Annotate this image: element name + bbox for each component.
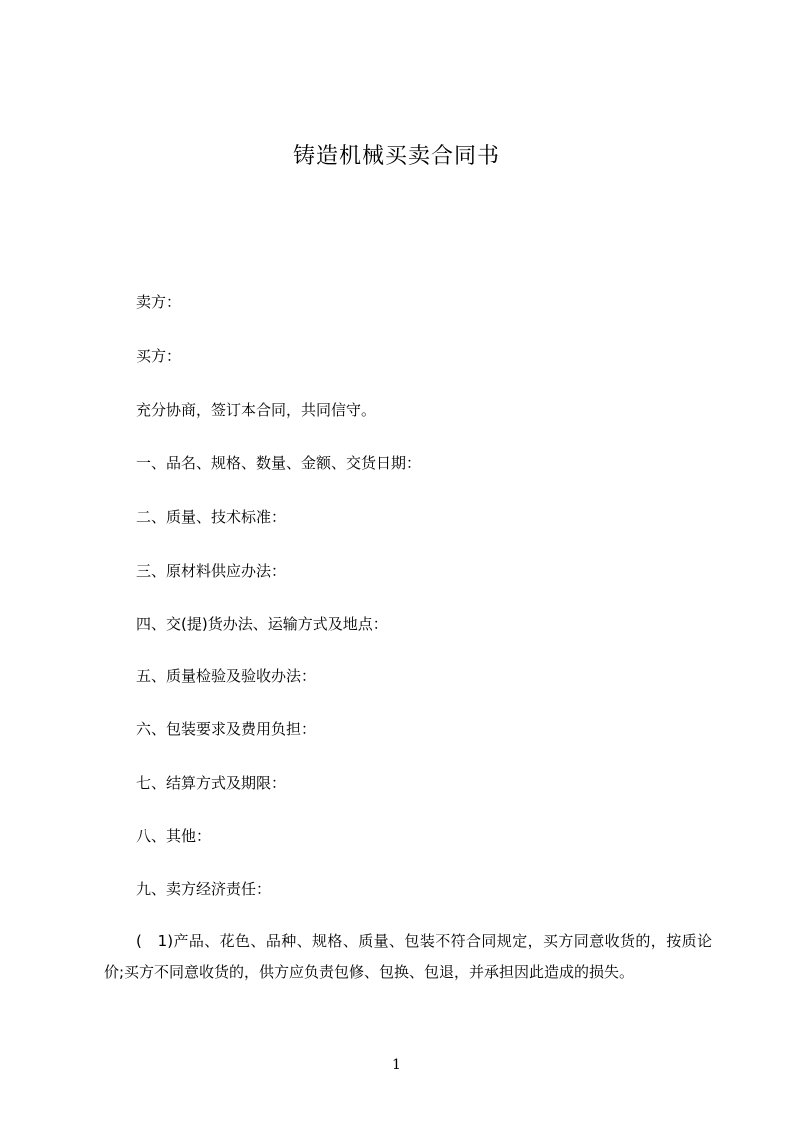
section-3-heading: 三、原材料供应办法： xyxy=(136,562,287,580)
section-4-heading: 四、交(提)货办法、运输方式及地点： xyxy=(136,615,388,633)
section-6-heading: 六、包装要求及费用负担： xyxy=(136,720,317,738)
seller-line: 卖方： xyxy=(136,293,182,311)
preamble-line: 充分协商，签订本合同，共同信守。 xyxy=(136,401,377,419)
page-number: 1 xyxy=(392,1057,401,1073)
section-2-heading: 二、质量、技术标准： xyxy=(136,508,287,526)
section-8-heading: 八、其他： xyxy=(136,827,212,845)
buyer-line: 买方： xyxy=(136,347,182,365)
document-title: 铸造机械买卖合同书 xyxy=(292,144,500,169)
section-9-heading: 九、卖方经济责任： xyxy=(136,880,272,898)
section-1-heading: 一、品名、规格、数量、金额、交货日期： xyxy=(136,454,422,472)
clause-1-paragraph: ( 1)产品、花色、品种、规格、质量、包装不符合同规定，买方同意收货的，按质论价;买方不同意收货的，供方应负责包修、包换、包退，并承担因此造成的损失。 xyxy=(104,932,712,981)
section-7-heading: 七、结算方式及期限： xyxy=(136,774,287,792)
section-5-heading: 五、质量检验及验收办法： xyxy=(136,667,317,685)
